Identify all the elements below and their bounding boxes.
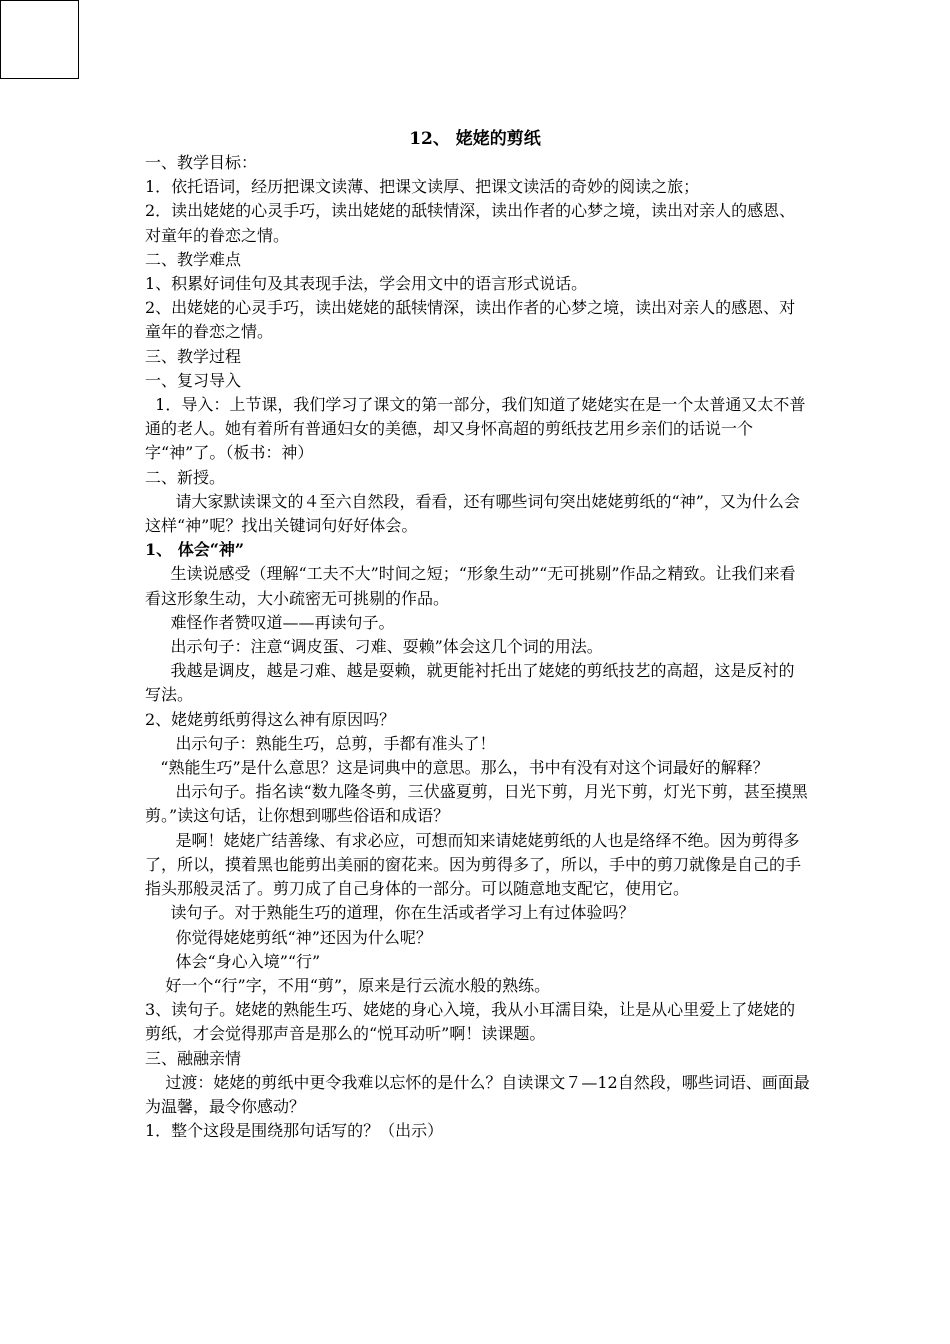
paragraph: 是啊！姥姥广结善缘、有求必应，可想而知来请姥姥剪纸的人也是络绎不绝。因为剪得多了，所以，摸着黑也能剪出美丽的窗花来。因为剪得多了，所以，手中的剪刀就像是自己的手指头那般灵活了。剪刀成了自己身体的一部分。可以随意地支配它，使用它。 [145,830,802,899]
paragraph: 1．依托语词，经历把课文读薄、把课文读厚、把课文读活的奇妙的阅读之旅； [145,177,700,197]
paragraph: 你觉得姥姥剪纸“神”还因为什么呢？ [145,927,432,947]
paragraph: 出示句子：熟能生巧，总剪，手都有准头了！ [145,733,496,753]
paragraph: 二、教学难点 [145,249,242,269]
document-title: 12、 姥姥的剪纸 [409,129,541,149]
paragraph: 3、读句子。姥姥的熟能生巧、姥姥的身心入境，我从小耳濡目染，让是从心里爱上了姥姥的剪纸，才会觉得那声音是那么的“悦耳动听”啊！读课题。 [145,1000,796,1044]
paragraph: 2．读出姥姥的心灵手巧，读出姥姥的舐犊情深，读出作者的心梦之境，读出对亲人的感恩、对童年的眷恋之情。 [145,201,796,245]
paragraph: 1．导入：上节课，我们学习了课文的第一部分，我们知道了姥姥实在是一个太普通又太不普通的老人。她有着所有普通妇女的美德，却又身怀高超的剪纸技艺用乡亲们的话说一个字“神”了。（板书：神） [145,395,806,463]
paragraph: 一、复习导入 [145,370,242,390]
paragraph: 一、教学目标： [145,153,258,172]
paragraph: 出示句子：注意“调皮蛋、刁难、耍赖”体会这几个词的用法。 [145,637,603,657]
paragraph: 出示句子。指名读“数九隆冬剪，三伏盛夏剪，日光下剪，月光下剪，灯光下剪，甚至摸黑剪。”读这句话，让你想到哪些俗语和成语？ [145,782,808,826]
paragraph: 请大家默读课文的４至六自然段，看看，还有哪些词句突出姥姥剪纸的“神”，又为什么会这样“神”呢？找出关键词句好好体会。 [145,491,800,536]
paragraph: 1．整个这段是围绕那句话写的？（出示） [145,1121,444,1141]
paragraph: 读句子。对于熟能生巧的道理，你在生活或者学习上有过体验吗？ [145,903,635,923]
paragraph: 2、出姥姥的心灵手巧，读出姥姥的舐犊情深，读出作者的心梦之境，读出对亲人的感恩、对童年的眷恋之情。 [145,298,796,342]
paragraph: 二、新授。 [145,467,226,487]
paragraph: “熟能生巧”是什么意思？这是词典中的意思。那么，书中有没有对这个词最好的解释？ [145,758,769,778]
paragraph: 三、教学过程 [145,346,242,366]
paragraph: 我越是调皮，越是刁难、越是耍赖，就更能衬托出了姥姥的剪纸技艺的高超，这是反衬的写法。 [145,661,795,705]
paragraph: 过渡：姥姥的剪纸中更令我难以忘怀的是什么？自读课文７—12自然段，哪些词语、画面最为温馨，最令你感动？ [145,1072,810,1116]
paragraph: 好一个“行”字，不用“剪”，原来是行云流水般的熟练。 [145,975,551,995]
document-body [145,151,810,1143]
paragraph: 1、积累好词佳句及其表现手法，学会用文中的语言形式说话。 [145,274,588,294]
paragraph: 2、姥姥剪纸剪得这么神有原因吗？ [145,709,396,729]
paragraph: 体会“身心入境”“行” [145,951,321,971]
corner-box [0,0,79,79]
paragraph: 三、融融亲情 [145,1048,242,1068]
paragraph: 难怪作者赞叹道——再读句子。 [145,612,395,632]
paragraph: 生读说感受（理解“工夫不大”时间之短；“形象生动”“无可挑剔”作品之精致。让我们来看看这形象生动，大小疏密无可挑剔的作品。 [145,564,796,608]
section-heading: 1、 体会“神” [145,540,245,560]
